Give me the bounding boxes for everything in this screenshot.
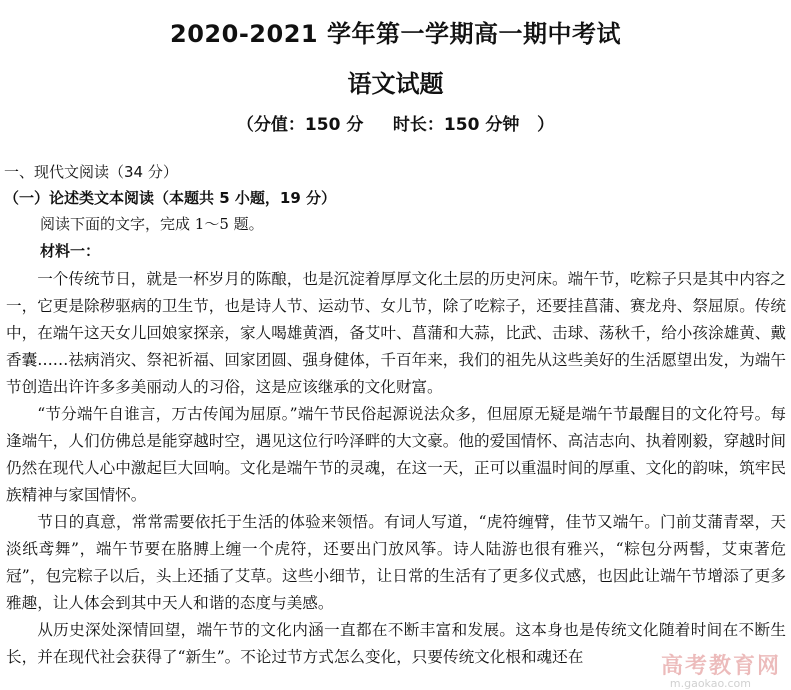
exam-meta: （分值：150 分 时长：150 分钟 ） [236, 115, 555, 135]
passage-paragraph: 节日的真意，常常需要依托于生活的体验来领悟。有词人写道，“虎符缠臂，佳节又端午。门前艾蒲青翠，天淡纸鸢舞”，端午节要在胳膊上缠一个虎符，还要出门放风筝。诗人陆游也很有雅兴，“粽包分两髻，艾束著危冠”，包完粽子以后，头上还插了艾草。这些小细节，让日常的生活有了更多仪式感，也因此让端午节增添了更多雅趣，让人体会到其中天人和谐的态度与美感。 [6, 513, 786, 612]
subsection-heading: （一）论述类文本阅读（本题共 5 小题，19 分） [4, 189, 336, 207]
passage-body [6, 266, 786, 671]
reading-instruction: 阅读下面的文字，完成 1～5 题。 [40, 215, 264, 233]
material-label: 材料一： [40, 242, 101, 260]
passage-paragraph: 从历史深处深情回望，端午节的文化内涵一直都在不断丰富和发展。这本身也是传统文化随着时间在不断生长，并在现代社会获得了“新生”。不论过节方式怎么变化，只要传统文化根和魂还在 [6, 621, 786, 666]
exam-title: 2020-2021 学年第一学期高一期中考试 [170, 20, 621, 48]
watermark-url: m.gaokao.com [669, 677, 751, 690]
section-heading: 一、现代文阅读（34 分） [4, 163, 178, 181]
watermark-logo: 高考教育网 [660, 654, 781, 679]
passage-paragraph: 一个传统节日，就是一杯岁月的陈酿，也是沉淀着厚厚文化土层的历史河床。端午节，吃粽子只是其中内容之一，它更是除秽驱病的卫生节，也是诗人节、运动节、女儿节，除了吃粽子，还要挂菖蒲、赛龙舟、祭屈原。传统中，在端午这天女儿回娘家探亲，家人喝雄黄酒，备艾叶、菖蒲和大蒜，比武、击球、荡秋千，给小孩涂雄黄、戴香囊……祛病消灾、祭祀祈福、回家团圆、强身健体，千百年来，我们的祖先从这些美好的生活愿望出发，为端午节创造出许许多多美丽动人的习俗，这是应该继承的文化财富。 [6, 270, 786, 396]
exam-subject: 语文试题 [347, 70, 444, 98]
passage-paragraph: “节分端午自谁言，万古传闻为屈原。”端午节民俗起源说法众多，但屈原无疑是端午节最醒目的文化符号。每逢端午，人们仿佛总是能穿越时空，遇见这位行吟泽畔的大文豪。他的爱国情怀、高洁志向、执着刚毅，穿越时间仍然在现代人心中激起巨大回响。文化是端午节的灵魂，在这一天，正可以重温时间的厚重、文化的韵味，筑牢民族精神与家国情怀。 [6, 405, 786, 504]
